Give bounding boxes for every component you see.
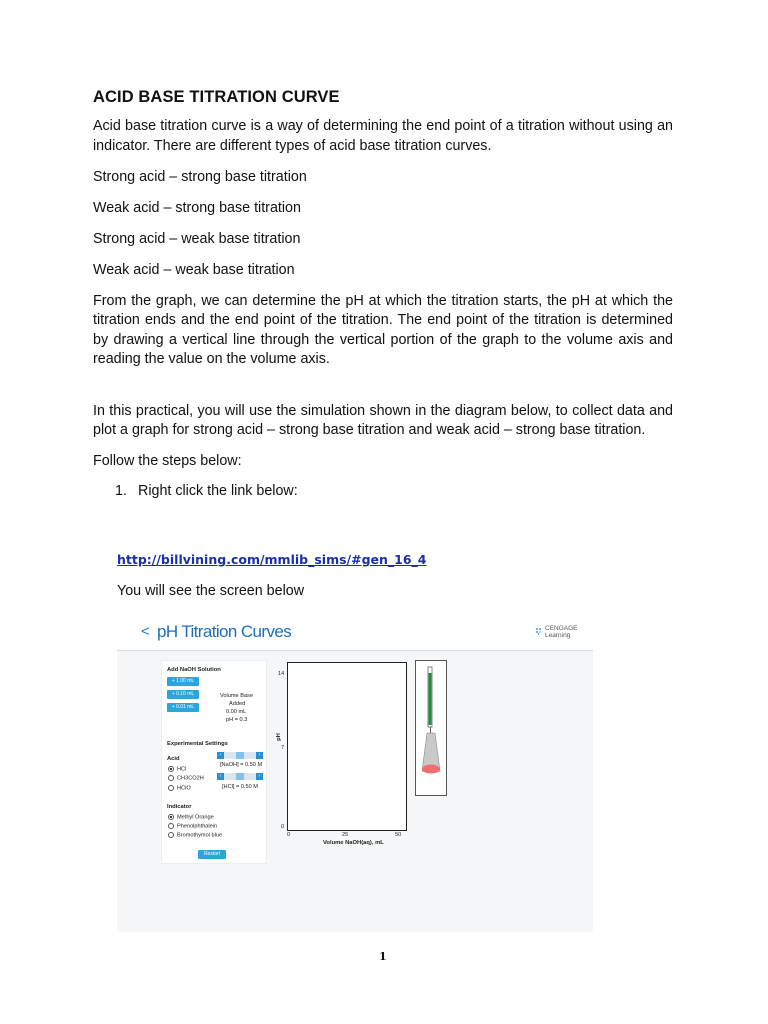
- volume-base-label: Volume Base: [220, 693, 253, 699]
- burette-display: [415, 660, 447, 796]
- intro-paragraph: Acid base titration curve is a way of determining the end point of a titration without using an indicator. There are different types of acid base titration curves.: [93, 118, 673, 154]
- volume-value: 0.00 mL: [226, 709, 247, 715]
- burette-flask-icon: [416, 661, 446, 795]
- step-1-text: Right click the link below:: [138, 483, 298, 499]
- controls-panel: [161, 660, 267, 864]
- indicator-option-phenolphthalein[interactable]: [168, 823, 217, 829]
- naoh-concentration-slider[interactable]: [217, 752, 263, 759]
- indicator-option-methyl-orange[interactable]: [168, 814, 214, 820]
- restart-button[interactable]: Restart: [198, 850, 226, 859]
- radio-selected-icon[interactable]: [168, 814, 174, 820]
- simulation-link[interactable]: http://billvining.com/mmlib_sims/#gen_16_4: [117, 552, 427, 567]
- y-axis-label: pH: [275, 733, 282, 741]
- acid-heading: Acid: [167, 756, 180, 762]
- titration-type-2: Weak acid – strong base titration: [93, 199, 301, 216]
- cengage-brand-line-1: CENGAGE: [545, 625, 578, 632]
- x-tick-50: 50: [395, 832, 402, 838]
- hcl-concentration-label: [HCl] = 0.50 M: [222, 784, 258, 790]
- titration-plot-area: [287, 662, 407, 831]
- page-number: 1: [379, 950, 387, 963]
- radio-selected-icon[interactable]: [168, 766, 174, 772]
- indicator-option-bromothymol-blue-label: Bromothymol blue: [177, 832, 223, 839]
- practical-paragraph: In this practical, you will use the simulation shown in the diagram below, to collect data and plot a graph for strong acid – strong base titration and weak acid – strong base titration.: [93, 402, 673, 438]
- naoh-concentration-label: [NaOH] = 0.50 M: [220, 762, 263, 768]
- document-body: [93, 88, 673, 513]
- follow-steps-text: Follow the steps below:: [93, 453, 242, 469]
- add-0-01-ml-button[interactable]: + 0.01 mL: [167, 703, 199, 712]
- back-chevron-icon[interactable]: <: [141, 623, 150, 640]
- acid-option-hclo-label: HClO: [177, 785, 191, 792]
- radio-icon[interactable]: [168, 823, 174, 829]
- y-tick-0: 0: [281, 824, 285, 830]
- indicator-option-bromothymol-blue[interactable]: [168, 832, 222, 838]
- x-axis-label: Volume NaOH(aq), mL: [323, 840, 384, 846]
- acid-option-hcl[interactable]: [168, 766, 186, 772]
- slider-thumb[interactable]: [236, 773, 244, 780]
- add-0-10-ml-button[interactable]: + 0.10 mL: [167, 690, 199, 699]
- simulation-screenshot: [117, 614, 593, 932]
- y-tick-14: 14: [278, 671, 285, 677]
- slider-right-arrow-icon[interactable]: ›: [256, 752, 263, 759]
- slider-right-arrow-icon[interactable]: ›: [256, 773, 263, 780]
- document-title: ACID BASE TITRATION CURVE: [93, 88, 340, 106]
- hcl-concentration-slider[interactable]: [217, 773, 263, 780]
- x-tick-0: 0: [287, 832, 291, 838]
- cengage-brand-line-2: Learning: [545, 632, 571, 639]
- slider-left-arrow-icon[interactable]: ‹: [217, 752, 224, 759]
- graph-paragraph: From the graph, we can determine the pH at which the titration starts, the pH at which the titration ends and the end point of the titration. The end point of the titration is determined by drawing a vertical line through the vertical portion of the graph to the volume axis and reading the value on the volume axis.: [93, 292, 673, 367]
- acid-option-hcl-label: HCl: [177, 766, 187, 773]
- add-1-ml-button[interactable]: + 1.00 mL: [167, 677, 199, 686]
- added-label: Added: [229, 701, 246, 707]
- radio-icon[interactable]: [168, 775, 174, 781]
- y-tick-7: 7: [281, 745, 285, 751]
- radio-icon[interactable]: [168, 832, 174, 838]
- step-1-number: 1.: [115, 483, 127, 499]
- simulation-title: pH Titration Curves: [157, 622, 292, 641]
- slider-thumb[interactable]: [236, 752, 244, 759]
- indicator-heading: Indicator: [167, 804, 192, 810]
- x-tick-25: 25: [342, 832, 349, 838]
- cengage-brand: [545, 625, 578, 639]
- indicator-option-methyl-orange-label: Methyl Orange: [177, 814, 214, 821]
- see-screen-text: You will see the screen below: [117, 583, 305, 599]
- slider-left-arrow-icon[interactable]: ‹: [217, 773, 224, 780]
- acid-option-acetic[interactable]: [168, 775, 204, 781]
- acid-option-acetic-label: CH3CO2H: [177, 775, 204, 782]
- titration-type-4: Weak acid – weak base titration: [93, 261, 295, 278]
- titration-type-1: Strong acid – strong base titration: [93, 168, 307, 185]
- indicator-option-phenolphthalein-label: Phenolphthalein: [177, 823, 218, 830]
- experimental-settings-heading: Experimental Settings: [167, 741, 228, 747]
- radio-icon[interactable]: [168, 785, 174, 791]
- ph-readout: pH = 0.3: [226, 717, 248, 723]
- titration-type-3: Strong acid – weak base titration: [93, 230, 301, 247]
- step-1: [115, 483, 673, 499]
- simulation-header: [117, 614, 593, 651]
- cengage-logo-icon: [535, 627, 543, 635]
- add-naoh-heading: Add NaOH Solution: [167, 667, 221, 673]
- acid-option-hclo[interactable]: [168, 785, 191, 791]
